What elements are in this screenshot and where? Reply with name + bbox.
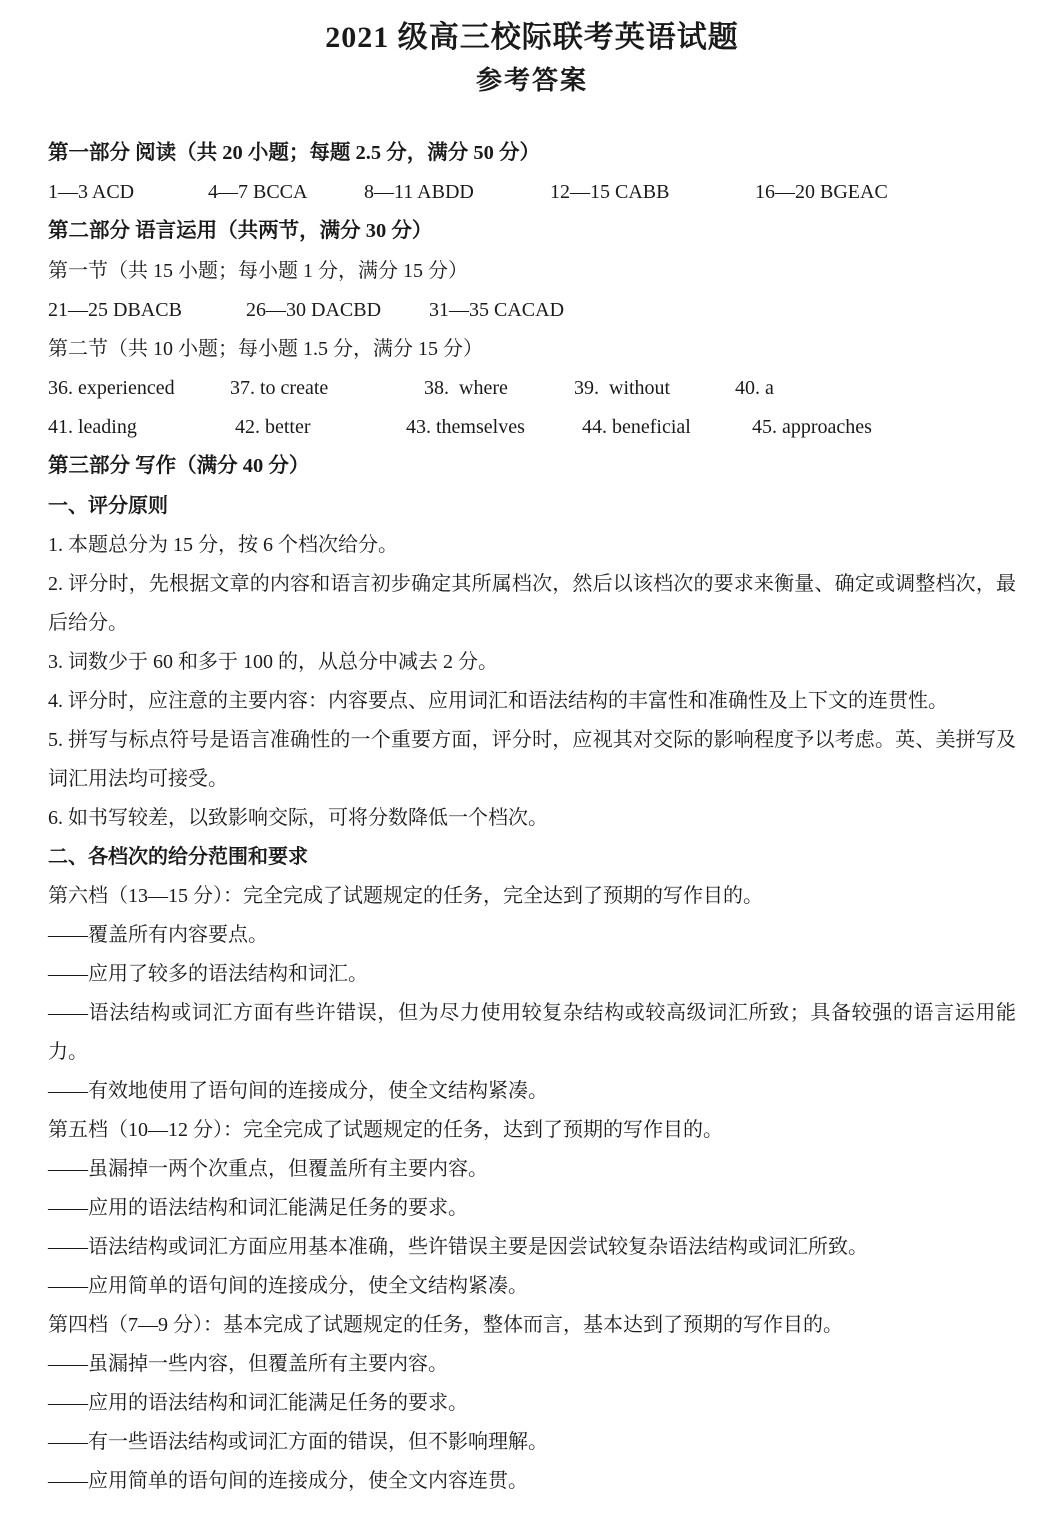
- level-title: 第四档（7—9 分）：基本完成了试题规定的任务，整体而言，基本达到了预期的写作目的。: [48, 1314, 843, 1337]
- level-item: ——虽漏掉一两个次重点，但覆盖所有主要内容。: [48, 1158, 488, 1181]
- answer-group: 8—11 ABDD: [364, 181, 474, 204]
- page-title: 2021 级高三校际联考英语试题: [325, 21, 739, 54]
- answer-group: 31—35 CACAD: [429, 299, 565, 322]
- principle-item: 4. 评分时，应注意的主要内容：内容要点、应用词汇和语法结构的丰富性和准确性及上下文的连贯性。: [48, 690, 948, 713]
- answer-group: 12—15 CABB: [550, 181, 670, 204]
- level-item: ——语法结构或词汇方面应用基本准确，些许错误主要是因尝试较复杂语法结构或词汇所致。: [48, 1236, 868, 1259]
- principle-item: 6. 如书写较差，以致影响交际，可将分数降低一个档次。: [48, 807, 548, 830]
- answer-item: 43. themselves: [406, 416, 525, 439]
- principle-item: 5. 拼写与标点符号是语言准确性的一个重要方面，评分时，应视其对交际的影响程度予以考虑。英、美拼写及词汇用法均可接受。: [48, 729, 1016, 791]
- principle-item: 1. 本题总分为 15 分，按 6 个档次给分。: [48, 534, 398, 557]
- principle-item: 2. 评分时，先根据文章的内容和语言初步确定其所属档次，然后以该档次的要求来衡量、确定或调整档次，最后给分。: [48, 573, 1016, 635]
- level-title: 第五档（10—12 分）：完全完成了试题规定的任务，达到了预期的写作目的。: [48, 1119, 723, 1142]
- level-item: ——应用的语法结构和词汇能满足任务的要求。: [48, 1392, 468, 1415]
- document-header: [48, 18, 1016, 100]
- levels-heading: 二、各档次的给分范围和要求: [48, 846, 308, 869]
- part-two-section-one-answers: [48, 291, 1016, 330]
- answer-item: 37. to create: [230, 377, 329, 400]
- part-two-section-two-heading: 第二节（共 10 小题；每小题 1.5 分，满分 15 分）: [48, 338, 483, 361]
- part-one-answers: [48, 173, 1016, 212]
- part-two-section-one-heading: 第一节（共 15 小题；每小题 1 分，满分 15 分）: [48, 260, 468, 283]
- part-one-heading: 第一部分 阅读（共 20 小题；每题 2.5 分，满分 50 分）: [48, 141, 540, 164]
- part-three-heading: 第三部分 写作（满分 40 分）: [48, 455, 310, 478]
- part-two-section-two-answers-row-2: [48, 408, 1016, 447]
- level-item: ——有一些语法结构或词汇方面的错误，但不影响理解。: [48, 1431, 548, 1454]
- answer-group: 16—20 BGEAC: [755, 181, 888, 204]
- page-subtitle: 参考答案: [475, 65, 588, 95]
- level-item: ——应用的语法结构和词汇能满足任务的要求。: [48, 1197, 468, 1220]
- level-title: 第六档（13—15 分）：完全完成了试题规定的任务，完全达到了预期的写作目的。: [48, 885, 763, 908]
- part-two-section-two-answers-row-1: [48, 369, 1016, 408]
- answer-item: 40. a: [735, 377, 774, 400]
- level-item: ——语法结构或词汇方面有些许错误，但为尽力使用较复杂结构或较高级词汇所致；具备较强的语言运用能力。: [48, 1002, 1016, 1064]
- answer-item: 36. experienced: [48, 377, 175, 400]
- document-body: [48, 134, 1016, 1502]
- answer-item: 44. beneficial: [582, 416, 691, 439]
- answer-group: 1—3 ACD: [48, 181, 135, 204]
- answer-item: 41. leading: [48, 416, 137, 439]
- answer-item: 45. approaches: [752, 416, 872, 439]
- level-item: ——覆盖所有内容要点。: [48, 924, 268, 947]
- level-item: ——应用了较多的语法结构和词汇。: [48, 963, 368, 986]
- answer-group: 26—30 DACBD: [246, 299, 382, 322]
- answer-item: 42. better: [235, 416, 311, 439]
- level-item: ——应用简单的语句间的连接成分，使全文结构紧凑。: [48, 1275, 528, 1298]
- answer-group: 21—25 DBACB: [48, 299, 182, 322]
- answer-item: 38. where: [424, 377, 508, 400]
- principle-item: 3. 词数少于 60 和多于 100 的，从总分中减去 2 分。: [48, 651, 498, 674]
- answer-item: 39. without: [574, 377, 671, 400]
- level-item: ——有效地使用了语句间的连接成分，使全文结构紧凑。: [48, 1080, 548, 1103]
- level-item: ——应用简单的语句间的连接成分，使全文内容连贯。: [48, 1470, 528, 1493]
- level-item: ——虽漏掉一些内容，但覆盖所有主要内容。: [48, 1353, 448, 1376]
- answer-group: 4—7 BCCA: [208, 181, 308, 204]
- part-two-heading: 第二部分 语言运用（共两节，满分 30 分）: [48, 220, 433, 243]
- scoring-principles-heading: 一、评分原则: [48, 495, 168, 518]
